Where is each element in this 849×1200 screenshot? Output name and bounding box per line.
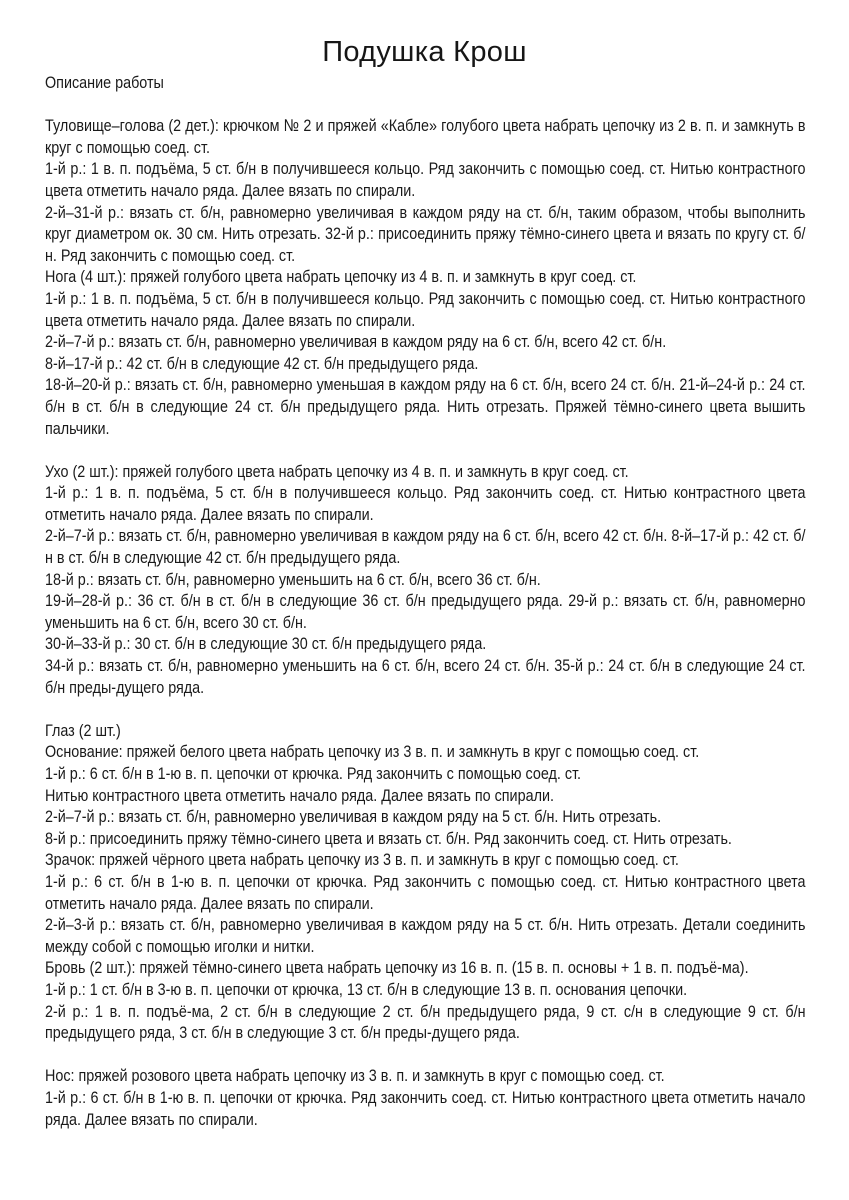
paragraph: Бровь (2 шт.): пряжей тёмно-синего цвета набрать цепочку из 16 в. п. (15 в. п. основы + 1 в. п. подъё-ма). [45,958,749,978]
paragraph: 2-й–7-й р.: вязать ст. б/н, равномерно увеличивая в каждом ряду на 5 ст. б/н. Нить отрезать. [45,807,662,827]
paragraph: 8-й–17-й р.: 42 ст. б/н в следующие 42 ст. б/н предыдущего ряда. [45,353,479,373]
paragraph: 1-й р.: 1 ст. б/н в 3-ю в. п. цепочки от крючка, 13 ст. б/н в следующие 13 в. п. основания цепочки. [45,979,688,999]
paragraph: 2-й–7-й р.: вязать ст. б/н, равномерно увеличивая в каждом ряду на 6 ст. б/н, всего 42 ст. б/н. 8-й–17-й р.: 42 ст. б/н в ст. б/н в следующие 42 ст. б/н предыдущего ряда. [45,526,806,568]
paragraph: Основание: пряжей белого цвета набрать цепочку из 3 в. п. и замкнуть в круг с помощью соед. ст. [45,742,700,762]
paragraph: 1-й р.: 1 в. п. подъёма, 5 ст. б/н в получившееся кольцо. Ряд закончить соед. ст. Нитью контрастного цвета отметить начало ряда. Далее вязать по спирали. [45,483,806,524]
paragraph: 8-й р.: присоединить пряжу тёмно-синего цвета и вязать ст. б/н. Ряд закончить соед. ст. Нить отрезать. [45,828,732,848]
paragraph: Ухо (2 шт.): пряжей голубого цвета набрать цепочку из 4 в. п. и замкнуть в круг соед. ст. [45,461,629,481]
paragraph: 19-й–28-й р.: 36 ст. б/н в ст. б/н в следующие 36 ст. б/н предыдущего ряда. 29-й р.: вязать ст. б/н, равномерно уменьшить на 6 ст. б/н, всего 30 ст. б/н. [45,591,806,632]
paragraph: 2-й р.: 1 в. п. подъё-ма, 2 ст. б/н в следующие 2 ст. б/н предыдущего ряда, 9 ст. с/н в следующие 9 ст. б/н предыдущего ряда, 3 ст. б/н в следующие 3 ст. б/н преды-дущего ряда. [45,1001,806,1043]
page-title: Подушка Крош [322,36,527,68]
paragraph: 18-й–20-й р.: вязать ст. б/н, равномерно уменьшая в каждом ряду на 6 ст. б/н, всего 24 ст. б/н. 21-й–24-й р.: 24 ст. б/н в ст. б/н в следующие 24 ст. б/н предыдущего ряда. Нить отрезать. Пряжей тёмно-синего цвета вышить пальчики. [45,375,806,438]
paragraph: Нос: пряжей розового цвета набрать цепочку из 3 в. п. и замкнуть в круг с помощью соед. ст. [45,1066,665,1086]
document-content [45,72,806,1130]
paragraph: Туловище–голова (2 дет.): крючком № 2 и пряжей «Кабле» голубого цвета набрать цепочку из 2 в. п. и замкнуть в круг с помощью соед. ст. [45,116,806,157]
paragraph: 2-й–7-й р.: вязать ст. б/н, равномерно увеличивая в каждом ряду на 6 ст. б/н, всего 42 ст. б/н. [45,332,667,352]
paragraph: 34-й р.: вязать ст. б/н, равномерно уменьшить на 6 ст. б/н, всего 24 ст. б/н. 35-й р.: 24 ст. б/н в следующие 24 ст. б/н преды-дущего ряда. [45,656,806,697]
paragraph: 18-й р.: вязать ст. б/н, равномерно уменьшить на 6 ст. б/н, всего 36 ст. б/н. [45,569,541,589]
paragraph: Нитью контрастного цвета отметить начало ряда. Далее вязать по спирали. [45,785,554,805]
paragraph: 2-й–3-й р.: вязать ст. б/н, равномерно увеличивая в каждом ряду на 5 ст. б/н. Нить отрезать. Детали соединить между собой с помощью иголки и нитки. [45,915,806,956]
paragraph: 1-й р.: 1 в. п. подъёма, 5 ст. б/н в получившееся кольцо. Ряд закончить с помощью соед. ст. Нитью контрастного цвета отметить начало ряда. Далее вязать по спирали. [45,159,806,200]
paragraph: 30-й–33-й р.: 30 ст. б/н в следующие 30 ст. б/н предыдущего ряда. [45,634,487,654]
paragraph: Нога (4 шт.): пряжей голубого цвета набрать цепочку из 4 в. п. и замкнуть в круг соед. ст. [45,267,637,287]
document-subtitle: Описание работы [45,73,164,92]
paragraph: 1-й р.: 6 ст. б/н в 1-ю в. п. цепочки от крючка. Ряд закончить соед. ст. Нитью контрастного цвета отметить начало ряда. Далее вязать по спирали. [45,1087,806,1129]
paragraph: 1-й р.: 6 ст. б/н в 1-ю в. п. цепочки от крючка. Ряд закончить с помощью соед. ст. [45,764,582,783]
paragraph: 1-й р.: 1 в. п. подъёма, 5 ст. б/н в получившееся кольцо. Ряд закончить с помощью соед. ст. Нитью контрастного цвета отметить начало ряда. Далее вязать по спирали. [45,288,806,330]
paragraph: 2-й–31-й р.: вязать ст. б/н, равномерно увеличивая в каждом ряду на ст. б/н, таким образом, чтобы выполнить круг диаметром ок. 30 см. Нить отрезать. 32-й р.: присоединить пряжу тёмно-синего цвета и вязать по кругу ст. б/н. Ряд закончить с помощью соед. ст. [45,202,806,265]
document-body [45,115,806,1130]
paragraph: 1-й р.: 6 ст. б/н в 1-ю в. п. цепочки от крючка. Ряд закончить с помощью соед. ст. Нитью контрастного цвета отметить начало ряда. Далее вязать по спирали. [45,871,806,913]
paragraph: Глаз (2 шт.) [45,720,121,740]
paragraph: Зрачок: пряжей чёрного цвета набрать цепочку из 3 в. п. и замкнуть в круг с помощью соед. ст. [45,850,679,870]
